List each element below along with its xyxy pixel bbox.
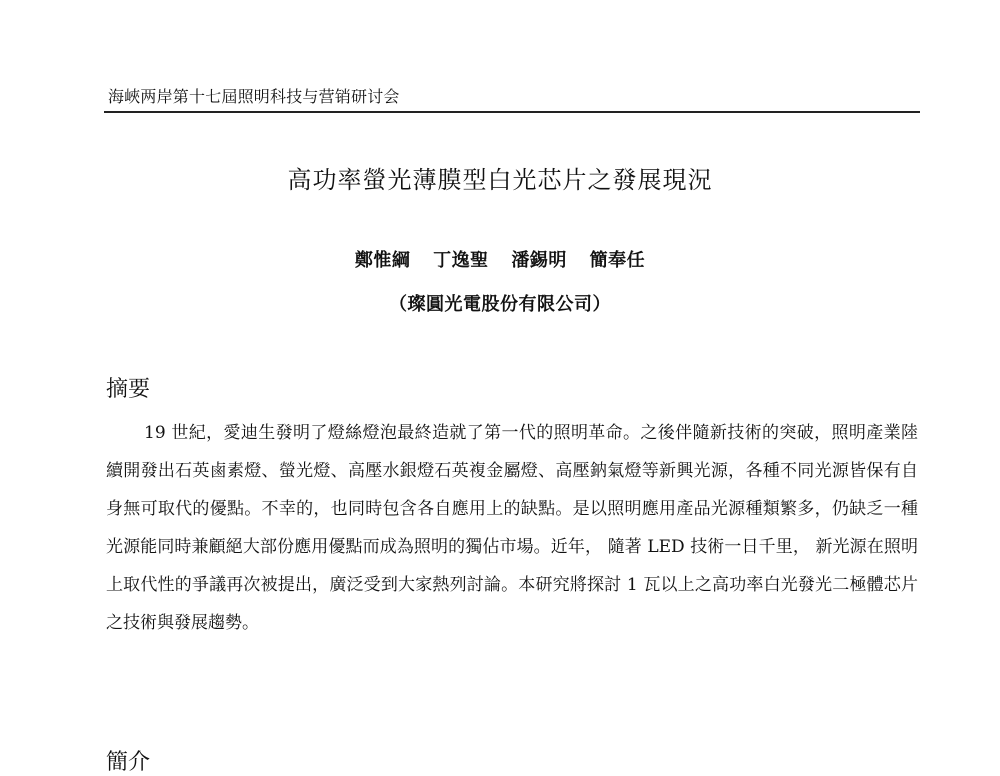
author-name: 鄭惟綱 [354, 250, 411, 271]
header-rule [104, 111, 920, 113]
author-affiliation: （璨圓光電股份有限公司） [389, 294, 611, 315]
introduction-heading: 簡介 [106, 750, 151, 775]
conference-running-header: 海峽两岸第十七屆照明科技与营销研讨会 [108, 87, 400, 106]
author-name: 簡奉任 [589, 250, 646, 271]
author-list [0, 246, 1000, 272]
abstract-heading: 摘要 [106, 377, 151, 402]
author-name: 潘錫明 [511, 250, 567, 271]
abstract-paragraph: 19 世紀，愛迪生發明了燈絲燈泡最終造就了第一代的照明革命。之後伴隨新技術的突破，照明產業陸續開發出石英鹵素燈、螢光燈、高壓水銀燈石英複金屬燈、高壓鈉氣燈等新興光源，各種不同光源皆保有自身無可取代的優點。不幸的，也同時包含各自應用上的缺點。是以照明應用產品光源種類繁多，仍缺乏一種光源能同時兼顧絕大部份應用優點而成為照明的獨佔市場。近年， 隨著 LED 技術一日千里， 新光源在照明上取代性的爭議再次被提出，廣泛受到大家熱列討論。本研究將探討 1 瓦以上之高功率白光發光二極體芯片之技術與發展趨勢。 [106, 423, 918, 633]
author-name: 丁逸聖 [433, 250, 489, 271]
paper-title: 高功率螢光薄膜型白光芯片之發展現況 [287, 166, 713, 194]
